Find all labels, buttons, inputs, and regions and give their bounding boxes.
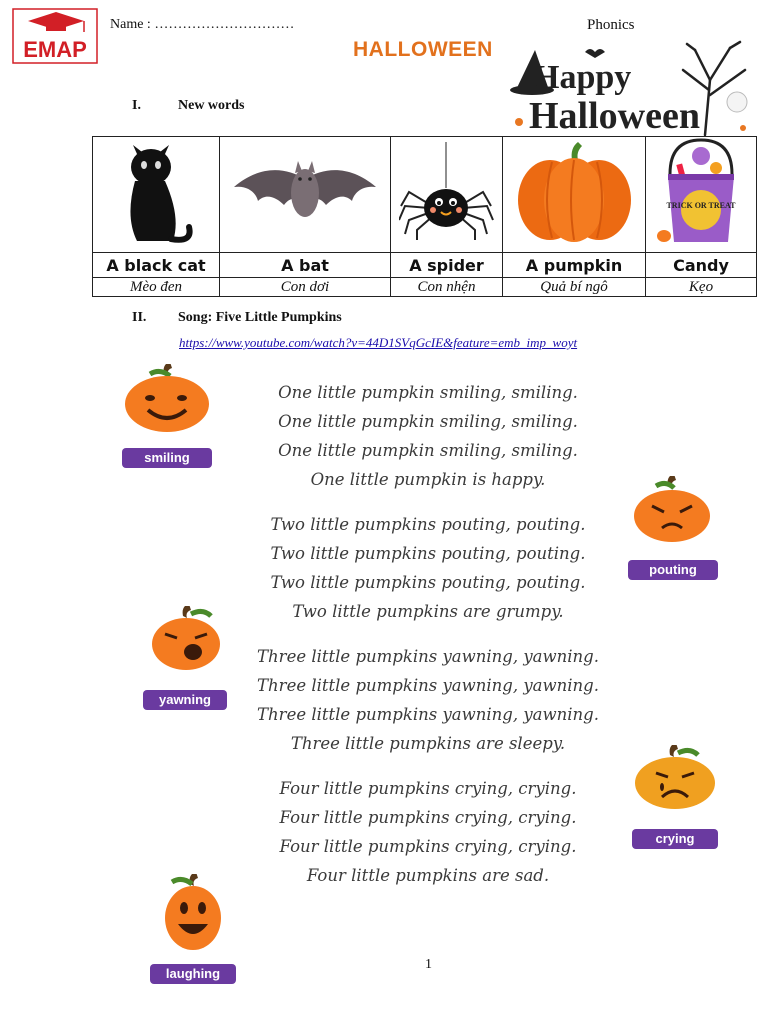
word-vietnamese: Kẹo <box>646 278 757 297</box>
crying-label: crying <box>632 829 718 849</box>
lyric-line: Three little pumpkins are sleepy. <box>290 734 566 753</box>
page-title: HALLOWEEN <box>353 38 493 61</box>
pouting-pumpkin-card <box>626 476 726 594</box>
lyric-line: Four little pumpkins crying, crying. <box>279 837 577 856</box>
emap-logo <box>12 8 98 64</box>
crying-pumpkin-card <box>632 745 732 863</box>
lyric-line: Four little pumpkins crying, crying. <box>279 779 577 798</box>
stanza-3 <box>218 642 638 758</box>
word-vietnamese: Mèo đen <box>93 278 220 297</box>
vietnamese-word-row <box>93 278 757 297</box>
logo-text: EMAP <box>23 37 87 62</box>
cell-black-cat <box>93 137 220 253</box>
crying-pumpkin-icon <box>632 745 718 815</box>
stanza-2 <box>218 510 638 626</box>
word-english: A black cat <box>93 253 220 278</box>
song-lyrics <box>218 378 638 906</box>
happy-halloween-banner <box>505 40 755 138</box>
laughing-label: laughing <box>150 964 236 984</box>
subject-label: Phonics <box>587 17 635 33</box>
yawning-label: yawning <box>143 690 227 710</box>
section-heading-new-words <box>132 98 245 114</box>
smiling-pumpkin-icon <box>120 364 214 434</box>
lyric-line: Four little pumpkins are sad. <box>306 866 550 885</box>
picture-row <box>93 137 757 253</box>
cell-candy <box>646 137 757 253</box>
candy-bucket-icon <box>656 138 746 246</box>
bat-icon <box>230 157 380 227</box>
yawning-pumpkin-icon <box>143 606 229 676</box>
english-word-row <box>93 253 757 278</box>
word-english: A spider <box>391 253 503 278</box>
section-number: I. <box>132 98 141 113</box>
black-cat-icon <box>111 137 201 247</box>
cell-spider <box>391 137 503 253</box>
lyric-line: One little pumpkin is happy. <box>310 470 546 489</box>
pouting-pumpkin-icon <box>626 476 718 546</box>
word-english: A pumpkin <box>503 253 646 278</box>
song-video-link[interactable]: https://www.youtube.com/watch?v=44D1SVqGcIE&feature=emb_imp_woyt <box>179 335 578 350</box>
lyric-line: Two little pumpkins pouting, pouting. <box>270 544 586 563</box>
smiling-pumpkin-card <box>120 364 220 482</box>
word-vietnamese: Con nhện <box>391 278 503 297</box>
bucket-text: TRICK OR TREAT <box>666 201 736 210</box>
lyric-line: Four little pumpkins crying, crying. <box>279 808 577 827</box>
smiling-label: smiling <box>122 448 212 468</box>
yawning-pumpkin-card <box>143 606 243 724</box>
lyric-line: Two little pumpkins pouting, pouting. <box>270 515 586 534</box>
lyric-line: Three little pumpkins yawning, yawning. <box>257 647 599 666</box>
section-title: New words <box>178 98 245 113</box>
lyric-line: Two little pumpkins pouting, pouting. <box>270 573 586 592</box>
lyric-line: One little pumpkin smiling, smiling. <box>278 383 578 402</box>
section-number: II. <box>132 310 147 325</box>
lyric-line: One little pumpkin smiling, smiling. <box>278 441 578 460</box>
banner-word-halloween: Halloween <box>529 95 700 137</box>
lyric-line: Three little pumpkins yawning, yawning. <box>257 676 599 695</box>
word-english: A bat <box>220 253 391 278</box>
section-title: Song: Five Little Pumpkins <box>178 310 342 325</box>
laughing-pumpkin-card <box>150 874 250 992</box>
lyric-line: Two little pumpkins are grumpy. <box>292 602 564 621</box>
section-heading-song <box>132 310 342 326</box>
lyric-line: Three little pumpkins yawning, yawning. <box>257 705 599 724</box>
cell-bat <box>220 137 391 253</box>
banner-word-happy: Happy <box>533 59 632 96</box>
word-vietnamese: Quả bí ngô <box>503 278 646 297</box>
pumpkin-icon <box>512 140 637 245</box>
spider-icon <box>399 142 494 242</box>
pouting-label: pouting <box>628 560 718 580</box>
page-number: 1 <box>425 957 432 972</box>
cell-pumpkin <box>503 137 646 253</box>
word-vietnamese: Con dơi <box>220 278 391 297</box>
name-field: Name : ………………………… <box>110 17 295 32</box>
stanza-4 <box>218 774 638 890</box>
stanza-1 <box>218 378 638 494</box>
lyric-line: One little pumpkin smiling, smiling. <box>278 412 578 431</box>
vocabulary-table <box>92 136 757 297</box>
laughing-pumpkin-icon <box>150 874 236 954</box>
word-english: Candy <box>646 253 757 278</box>
